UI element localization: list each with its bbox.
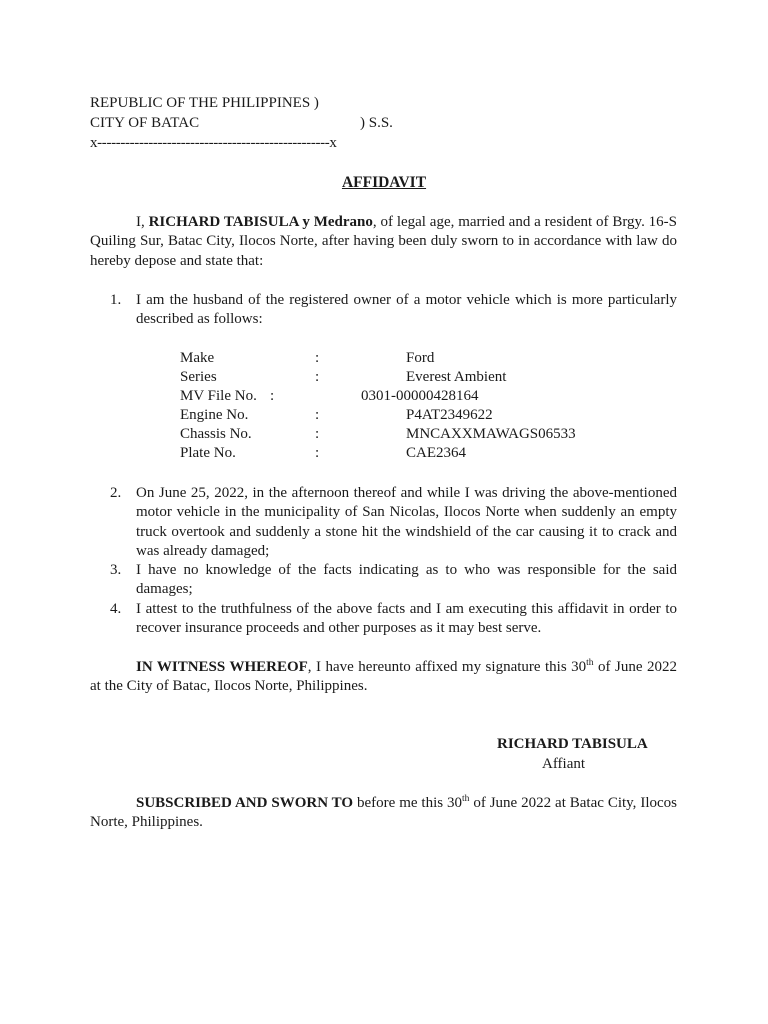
list-text: I attest to the truthfulness of the above facts and I am executing this affidavit in order to recover insurance proceeds and other purposes as it may best serve. — [136, 601, 677, 637]
intro-text: , of legal age, married and a resident of Brgy. 16-S Quiling Sur, Batac City, Ilocos Norte, after having been duly sworn to in accordance with law do hereby depose and state that: — [90, 214, 677, 269]
vehicle-label: Plate No. — [180, 445, 236, 461]
vehicle-label: Make — [180, 350, 215, 366]
vehicle-value: Everest Ambient — [406, 369, 507, 385]
vehicle-value: P4AT2349622 — [406, 407, 493, 423]
list-text: I have no knowledge of the facts indicating as to who was responsible for the said damages; — [136, 562, 677, 598]
affiant-name: RICHARD TABISULA — [497, 736, 648, 752]
sworn-ordinal: th — [462, 794, 470, 804]
sworn-heading: SUBSCRIBED AND SWORN TO — [136, 795, 354, 811]
witness-ordinal: th — [586, 658, 594, 668]
header-republic: REPUBLIC OF THE PHILIPPINES ) — [90, 95, 319, 111]
vehicle-value: CAE2364 — [406, 445, 466, 461]
affiant-full-name: RICHARD TABISULA y Medrano — [148, 214, 373, 230]
sworn-text: before me this 30 — [353, 795, 463, 811]
vehicle-label: MV File No. — [180, 388, 257, 404]
list-number: 4. — [110, 601, 122, 617]
vehicle-value: 0301-00000428164 — [361, 388, 479, 404]
witness-paragraph — [90, 658, 677, 697]
vehicle-label: Series — [180, 369, 217, 385]
intro-paragraph — [90, 213, 677, 271]
list-number: 3. — [110, 562, 122, 578]
vehicle-value: MNCAXXMAWAGS06533 — [406, 426, 576, 442]
list-text: On June 25, 2022, in the afternoon thereof and while I was driving the above-mentioned motor vehicle in the municipality of San Nicolas, Ilocos Norte when suddenly an empty truck overtook and suddenly a stone hit the windshield of the car causing it to crack and was already damaged; — [136, 485, 677, 560]
intro-prefix: I, — [136, 214, 149, 230]
sworn-text-end: of June 2022 at Batac City, Ilocos Norte, Philippines. — [90, 795, 678, 831]
witness-text-end: of June 2022 at the City of Batac, Ilocos Norte, Philippines. — [90, 659, 677, 695]
document-title: AFFIDAVIT — [341, 174, 427, 191]
vehicle-sep: : — [315, 369, 320, 385]
vehicle-row-make — [180, 349, 600, 368]
vehicle-label: Engine No. — [180, 407, 249, 423]
list-item — [110, 291, 677, 330]
sworn-paragraph — [90, 794, 677, 833]
vehicle-row-plate — [180, 444, 600, 463]
vehicle-sep: : — [315, 445, 320, 461]
list-item — [110, 484, 677, 562]
affiant-role: Affiant — [542, 756, 586, 772]
vehicle-row-chassis — [180, 425, 600, 444]
vehicle-sep: : — [315, 407, 320, 423]
vehicle-sep: : — [270, 388, 275, 404]
header-city: CITY OF BATAC — [90, 115, 200, 131]
vehicle-value: Ford — [406, 350, 435, 366]
vehicle-row-series — [180, 368, 600, 387]
vehicle-sep: : — [315, 350, 320, 366]
vehicle-sep: : — [315, 426, 320, 442]
list-item — [110, 600, 677, 639]
vehicle-row-engine — [180, 406, 600, 425]
witness-text: , I have hereunto affixed my signature this 30 — [307, 659, 587, 675]
vehicle-label: Chassis No. — [180, 426, 252, 442]
list-number: 1. — [110, 292, 122, 308]
witness-heading: IN WITNESS WHEREOF — [136, 659, 308, 675]
list-item — [110, 561, 677, 600]
list-number: 2. — [110, 485, 122, 501]
vehicle-row-mv-file — [180, 387, 600, 406]
list-text: I am the husband of the registered owner of a motor vehicle which is more particularly described as follows: — [136, 292, 677, 328]
header-ss: ) S.S. — [360, 115, 393, 131]
header-divider: x--------------------------------------------------x — [90, 135, 337, 151]
